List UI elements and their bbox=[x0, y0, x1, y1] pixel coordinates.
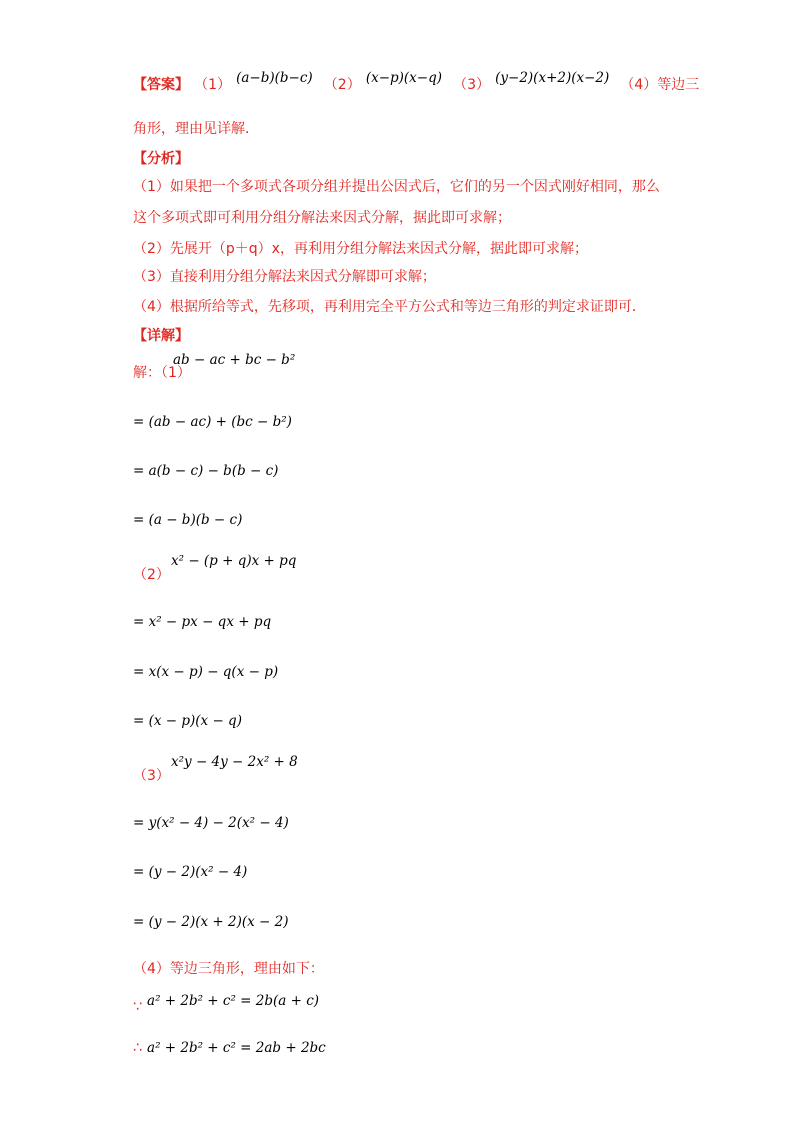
answer-part3-label: （3） bbox=[453, 77, 491, 93]
because-symbol: ∵ bbox=[133, 999, 142, 1015]
p3-step-3: = (y − 2)(x + 2)(x − 2) bbox=[133, 914, 289, 930]
p2-step-1: = x² − px − qx + pq bbox=[133, 614, 272, 630]
analysis-tag: 【分析】 bbox=[133, 151, 189, 167]
answer-continuation: 角形，理由见详解． bbox=[133, 121, 259, 137]
answer-part4-text: 等边三 bbox=[657, 77, 700, 93]
detail-intro: 解：（1） bbox=[133, 365, 191, 381]
therefore-line bbox=[133, 1037, 326, 1056]
answer-tag: 【答案】 bbox=[133, 77, 189, 93]
because-line bbox=[133, 990, 320, 1015]
answer-part2-label: （2） bbox=[323, 77, 361, 93]
p1-step-3: = (a − b)(b − c) bbox=[133, 512, 243, 528]
answer-part2-expr: (x−p)(x−q) bbox=[365, 70, 443, 86]
p2-step-3: = (x − p)(x − q) bbox=[133, 713, 242, 729]
p3-expr: x²y − 4y − 2x² + 8 bbox=[171, 754, 298, 770]
answer-part1-label: （1） bbox=[194, 77, 232, 93]
analysis-line-2: 这个多项式即可利用分组分解法来因式分解，据此即可求解； bbox=[133, 210, 511, 226]
analysis-line-3: （2）先展开（p＋q）x，再利用分组分解法来因式分解，据此即可求解； bbox=[133, 241, 588, 257]
p2-expr: x² − (p + q)x + pq bbox=[171, 553, 297, 569]
p2-step-2: = x(x − p) − q(x − p) bbox=[133, 664, 279, 680]
analysis-line-5: （4）根据所给等式，先移项，再利用完全平方公式和等边三角形的判定求证即可． bbox=[133, 299, 646, 315]
p1-expr: ab − ac + bc − b² bbox=[173, 352, 296, 368]
p1-step-1: = (ab − ac) + (bc − b²) bbox=[133, 414, 292, 430]
therefore-expr: a² + 2b² + c² = 2ab + 2bc bbox=[147, 1040, 326, 1056]
answer-part4-label: （4） bbox=[620, 77, 658, 93]
analysis-line-1: （1）如果把一个多项式各项分组并提出公因式后，它们的另一个因式刚好相同，那么 bbox=[133, 179, 660, 195]
therefore-symbol: ∴ bbox=[133, 1040, 142, 1056]
detail-tag: 【详解】 bbox=[133, 328, 189, 344]
because-expr: a² + 2b² + c² = 2b(a + c) bbox=[147, 993, 320, 1009]
answer-line bbox=[133, 70, 700, 94]
answer-part3-expr: (y−2)(x+2)(x−2) bbox=[495, 70, 610, 86]
answer-part1-expr: (a−b)(b−c) bbox=[236, 70, 313, 86]
p4-label: （4）等边三角形，理由如下： bbox=[133, 961, 324, 977]
p3-step-1: = y(x² − 4) − 2(x² − 4) bbox=[133, 815, 289, 831]
p3-label: （3） bbox=[133, 768, 170, 784]
p2-label: （2） bbox=[133, 567, 170, 583]
p1-step-2: = a(b − c) − b(b − c) bbox=[133, 463, 279, 479]
p3-step-2: = (y − 2)(x² − 4) bbox=[133, 864, 248, 880]
analysis-line-4: （3）直接利用分组分解法来因式分解即可求解； bbox=[133, 269, 436, 285]
